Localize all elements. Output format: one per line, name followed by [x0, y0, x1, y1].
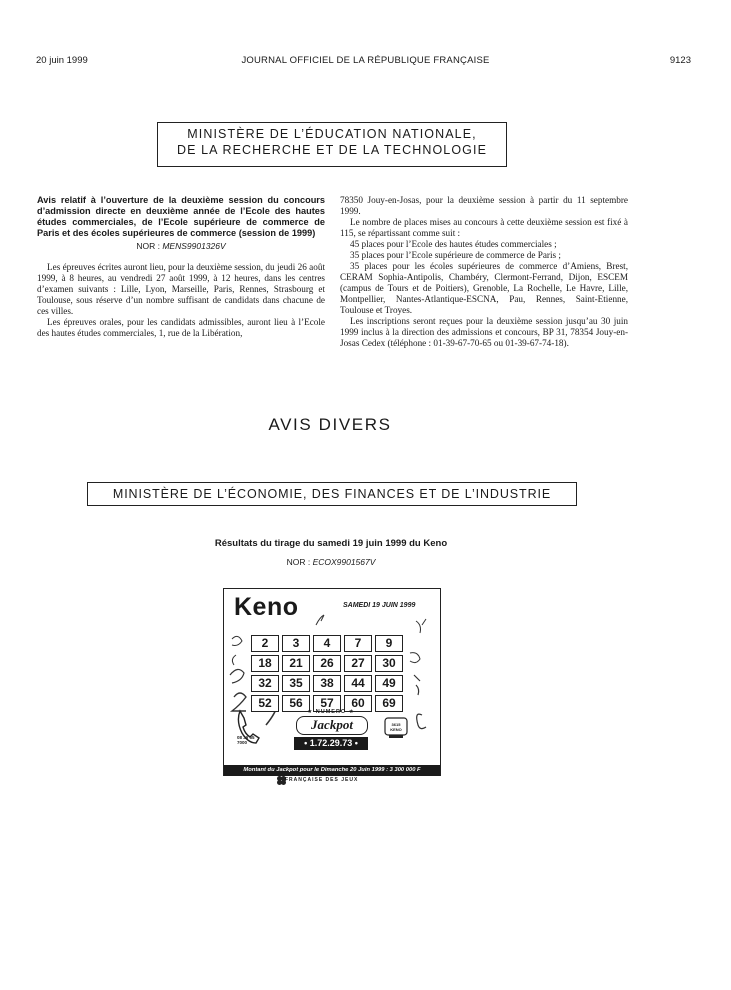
- header-journal-title: JOURNAL OFFICIEL DE LA RÉPUBLIQUE FRANÇAISE: [241, 55, 490, 66]
- keno-number-cell: 18: [251, 655, 279, 672]
- avis-paragraph-orales: Les épreuves orales, pour les candidats admissibles, auront lieu à l’Ecole des hautes études commerciales, 1, rue de la Libération,: [37, 317, 325, 338]
- keno-phone-line: 7000: [237, 740, 248, 745]
- ministry-education-box: [157, 122, 507, 167]
- avis-nor-code: MENS9901326V: [162, 241, 226, 251]
- ministry-education-line2: DE LA RECHERCHE ET DE LA TECHNOLOGIE: [176, 143, 488, 157]
- jackpot-number: • 1.72.29.73 •: [294, 737, 368, 750]
- keno-ticket: [223, 588, 441, 776]
- avis-right-column: [340, 195, 628, 349]
- keno-logo: Keno: [234, 593, 299, 621]
- avis-list-item: 35 places pour les écoles supérieures de commerce d’Amiens, Brest, CERAM Sophia-Antipolis, Chambéry, Clermont-Ferrand, Dijon, ESCEM (campus de Tours et de Poitiers), Grenoble, La Rochelle, Le Havre, Lille, Montpellier, Nantes-Atlantique-ESCNA, Pau, Rennes, Saint-Etienne, Toulouse et Troyes.: [340, 261, 628, 315]
- keno-minitel-text: [386, 722, 406, 732]
- ministry-education-line1: MINISTÈRE DE L’ÉDUCATION NATIONALE,: [187, 127, 477, 141]
- header-page-number: 9123: [669, 55, 691, 66]
- avis-list-item: 45 places pour l’Ecole des hautes études commerciales ;: [350, 239, 557, 249]
- resultats-title: Résultats du tirage du samedi 19 juin 1999 du Keno: [214, 538, 448, 549]
- avis-title: Avis relatif à l’ouverture de la deuxième session du concours d’admission directe en deuxième année de l’Ecole des hautes études commerciales, de l’Ecole supérieure de commerce de Paris et des écoles supérieures de commerce (session de 1999): [37, 195, 325, 238]
- keno-number-cell: 2: [251, 635, 279, 652]
- keno-number-cell: 52: [251, 695, 279, 712]
- header-date: 20 juin 1999: [36, 55, 88, 66]
- ministry-economie-box: [87, 482, 577, 506]
- keno-number-cell: 35: [282, 675, 310, 692]
- resultats-nor-code: ECOX9901567V: [312, 557, 376, 567]
- keno-number-cell: 9: [375, 635, 403, 652]
- keno-number-cell: 38: [313, 675, 341, 692]
- keno-number-cell: 21: [282, 655, 310, 672]
- keno-number-cell: 32: [251, 675, 279, 692]
- keno-number-grid: [251, 635, 407, 712]
- keno-number-cell: 56: [282, 695, 310, 712]
- resultats-nor-label: NOR :: [286, 557, 311, 567]
- keno-number-cell: 7: [344, 635, 372, 652]
- keno-number-cell: 26: [313, 655, 341, 672]
- keno-jackpot: [294, 709, 368, 753]
- avis-nor: [37, 241, 325, 252]
- keno-number-cell: 57: [313, 695, 341, 712]
- keno-number-cell: 49: [375, 675, 403, 692]
- keno-draw-date: SAMEDI 19 JUIN 1999: [343, 602, 416, 609]
- keno-number-cell: 30: [375, 655, 403, 672]
- keno-number-cell: 3: [282, 635, 310, 652]
- fdj-brand: FRANÇAISE DES JEUX: [285, 777, 359, 783]
- jackpot-numero-label: ★ NUMERO ★: [307, 709, 355, 715]
- keno-number-cell: 27: [344, 655, 372, 672]
- avis-nor-label: NOR :: [136, 241, 160, 251]
- avis-paragraph-ecrites: Les épreuves écrites auront lieu, pour la deuxième session, du jeudi 26 août 1999, à 8 heures, au vendredi 27 août 1999, à 12 heures, dans les centres d’examen suivants : Lille, Lyon, Marseille, Paris, Rennes, Strasbourg et Toulouse, sous réserve d’un nombre suffisant de candidats dans chacune de ces villes.: [37, 262, 325, 316]
- keno-number-cell: 69: [375, 695, 403, 712]
- ministry-economie-line1: MINISTÈRE DE L’ÉCONOMIE, DES FINANCES ET DE L’INDUSTRIE: [112, 487, 552, 501]
- avis-paragraph-inscriptions: Les inscriptions seront reçues pour la deuxième session jusqu’au 30 juin 1999 inclus à la direction des admissions et concours, BP 31, 78354 Jouy-en-Josas Cedex (téléphone : 01-39-67-70-65 ou 01-39-67-74-18).: [340, 316, 628, 348]
- resultats-nor: [0, 557, 662, 567]
- keno-jackpot-amount-footer: Montant du Jackpot pour le Dimanche 20 Juin 1999 : 3 300 000 F: [224, 765, 440, 776]
- keno-phone-text: [237, 735, 255, 745]
- avis-divers-heading: AVIS DIVERS: [268, 415, 392, 434]
- avis-paragraph-jouy: 78350 Jouy-en-Josas, pour la deuxième session à partir du 11 septembre 1999.: [340, 195, 628, 216]
- keno-number-cell: 4: [313, 635, 341, 652]
- keno-phone-line: 08 36 65: [237, 735, 255, 740]
- keno-number-cell: 44: [344, 675, 372, 692]
- jackpot-word: Jackpot: [296, 716, 368, 735]
- avis-paragraph-places: Le nombre de places mises au concours à cette deuxième session est fixé à 115, se répartissant comme suit :: [340, 217, 628, 238]
- avis-list-item: 35 places pour l’Ecole supérieure de commerce de Paris ;: [350, 250, 561, 260]
- keno-number-cell: 60: [344, 695, 372, 712]
- avis-left-column: [37, 195, 325, 339]
- keno-minitel-line: KENO: [390, 727, 402, 732]
- keno-minitel-line: 3615: [391, 722, 401, 727]
